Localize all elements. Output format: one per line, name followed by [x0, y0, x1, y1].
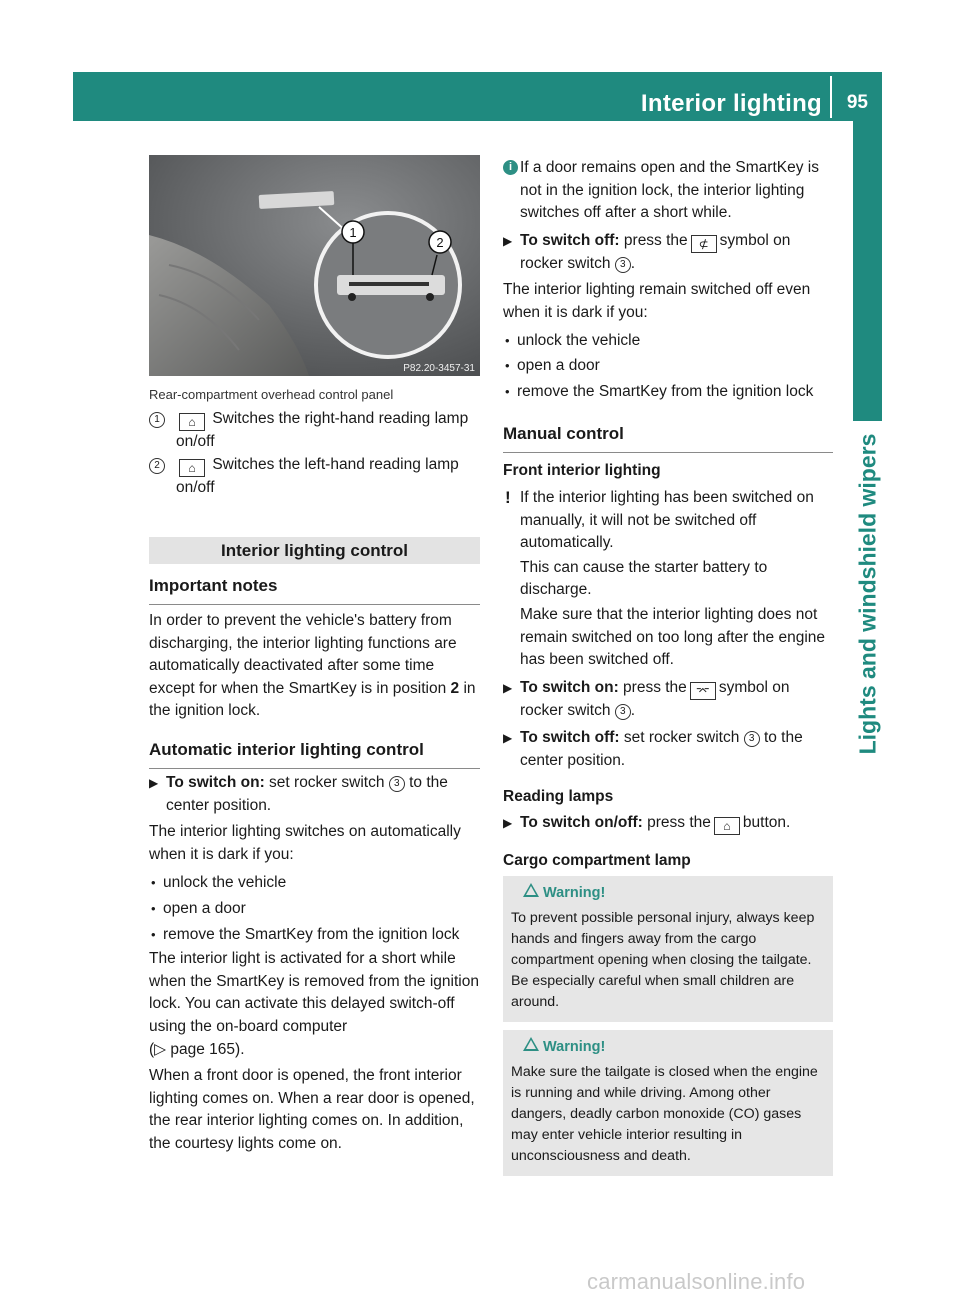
reading-lamps-body [503, 812, 835, 835]
watermark: carmanualsonline.info [587, 1269, 806, 1294]
lamp-on-icon: ⌤ [690, 682, 716, 700]
caution-note: ! If the interior lighting has been switched on manually, it will not be switched off automatically. This can cause the starter battery to discharge. Make sure that the interior lighting does not remain switched on too long after the engine has been switched off. [505, 488, 826, 669]
warning-title: Warning! [543, 885, 606, 901]
side-tab-block [853, 121, 882, 421]
front-interior-body [503, 487, 835, 773]
figure-code: P82.20-3457-31 [403, 363, 475, 374]
list-item: • open a door [151, 899, 246, 917]
legend-number: 1 [149, 408, 169, 431]
heading-reading-lamps: Reading lamps [503, 788, 614, 805]
photo-illustration [149, 155, 480, 376]
legend-number: 2 [149, 454, 169, 477]
step-switch-off-front: ▶ To switch off: set rocker switch 3 to the center position. [503, 729, 803, 769]
reading-lamp-icon: ⌂ [179, 413, 205, 431]
header-title: Interior lighting [640, 90, 822, 117]
step-switch-on-front: ▶ To switch on: press the ⌤ symbol on rocker switch 3 . [503, 678, 790, 719]
info-icon: i [503, 160, 518, 175]
warning-icon [523, 883, 539, 897]
side-tab-label: Lights and windshield wipers [854, 433, 881, 755]
exclamation-icon: ! [505, 488, 511, 507]
step-switch-off: ▶ To switch off: press the ⊄ symbol on rocker switch 3 . [503, 231, 791, 272]
auto-control-body [149, 772, 480, 1156]
auto-para-1: The interior light is activated for a short while when the SmartKey is removed from the ignition lock. You can activate this delayed switch-off using the on-board computer (▷ page 165). [149, 950, 479, 1058]
warning-text: Make sure the tailgate is closed when the engine is running and while driving. Among other dangers, deadly carbon monoxide (CO) gases may enter vehicle interior resulting in unconsciousness and death. [511, 1064, 818, 1164]
figure-caption: Rear-compartment overhead control panel [149, 387, 394, 402]
warning-icon [523, 1037, 539, 1051]
reading-lamp-icon: ⌂ [714, 817, 740, 835]
auto-intro: The interior lighting switches on automatically when it is dark if you: [149, 823, 461, 863]
heading-manual-control: Manual control [503, 424, 833, 453]
right-column-top [503, 157, 835, 403]
remain-intro: The interior lighting remain switched off even when it is dark if you: [503, 281, 811, 321]
legend-text: Switches the right-hand reading lamp on/off [176, 410, 469, 450]
page-header [73, 72, 882, 121]
list-item: • remove the SmartKey from the ignition lock [505, 382, 814, 400]
lamp-off-icon: ⊄ [691, 235, 717, 253]
list-item: • unlock the vehicle [505, 331, 641, 349]
important-notes-body: In order to prevent the vehicle's battery from discharging, the interior lighting functions are automatically deactivated after some time except for when the SmartKey is in position 2 in the ignition lock. [149, 612, 476, 720]
legend-item-1 [149, 408, 480, 454]
step-reading-toggle: ▶ To switch on/off: press the ⌂ button. [503, 814, 791, 833]
side-tab [846, 434, 890, 754]
warning-title: Warning! [543, 1039, 606, 1055]
figure-label-1: 1 [349, 225, 357, 240]
heading-important-notes: Important notes [149, 576, 480, 605]
list-item: • remove the SmartKey from the ignition lock [151, 925, 460, 943]
overhead-panel-photo [149, 155, 480, 376]
figure-label-2: 2 [436, 235, 444, 250]
list-item: • unlock the vehicle [151, 874, 287, 892]
info-note: i If a door remains open and the SmartKey is not in the ignition lock, the interior lighting switches off after a short while. [503, 157, 835, 225]
warning-box-2 [503, 1030, 833, 1176]
heading-front-interior: Front interior lighting [503, 462, 661, 479]
list-item: • open a door [505, 357, 600, 375]
reading-lamp-icon: ⌂ [179, 459, 205, 477]
section-bar [149, 537, 480, 564]
legend-text: Switches the left-hand reading lamp on/off [176, 456, 459, 496]
warning-box-1 [503, 876, 833, 1022]
page-number: 95 [846, 92, 868, 113]
auto-para-2: When a front door is opened, the front interior lighting comes on. When a rear door is opened, the rear interior lighting comes on. In addition, the courtesy lights come on. [149, 1067, 475, 1152]
warning-text: To prevent possible personal injury, always keep hands and fingers away from the cargo compartment opening when closing the tailgate. Be especially careful when small children are around. [511, 910, 815, 1010]
heading-cargo-lamp: Cargo compartment lamp [503, 852, 691, 869]
header-separator [830, 76, 832, 118]
legend-item-2 [149, 454, 480, 500]
heading-auto-control: Automatic interior lighting control [149, 740, 480, 769]
step-switch-on: ▶ To switch on: set rocker switch 3 to the center position. [149, 774, 448, 814]
section-title: Interior lighting control [221, 541, 408, 560]
